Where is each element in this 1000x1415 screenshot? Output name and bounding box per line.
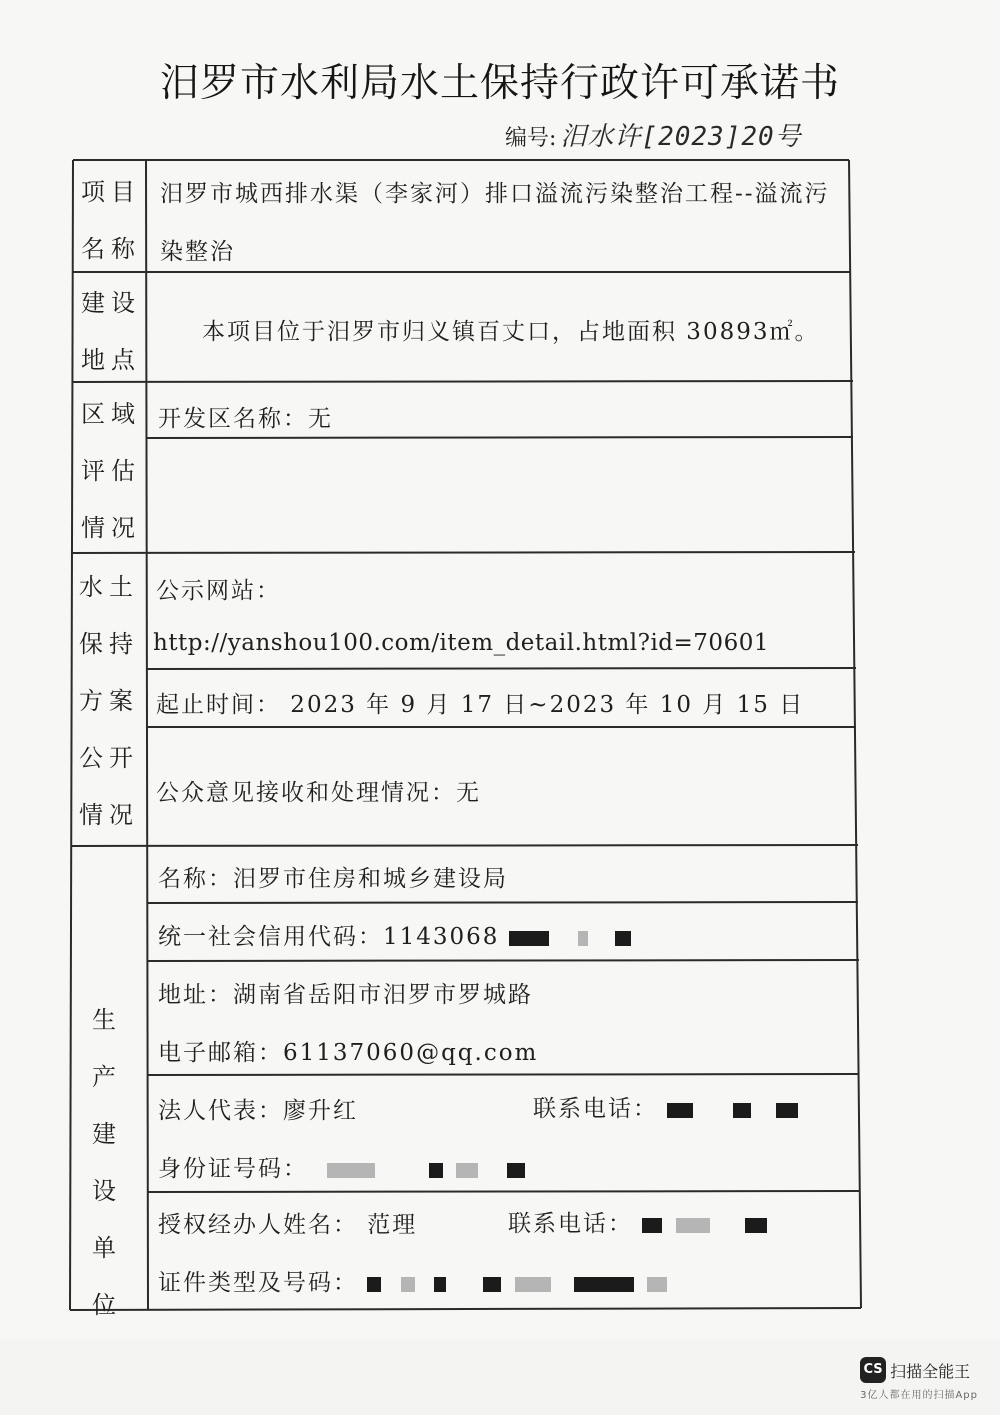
label-location: 建设地点 bbox=[81, 289, 141, 374]
redaction-block bbox=[507, 1163, 525, 1178]
scanner-slogan: 3亿人都在用的扫描App bbox=[860, 1390, 978, 1401]
unit-phone bbox=[533, 1090, 798, 1123]
unit-credit-code bbox=[158, 918, 631, 951]
document-title: 汨罗市水利局水土保持行政许可承诺书 bbox=[159, 61, 840, 106]
redaction-block bbox=[401, 1277, 415, 1292]
redaction-block bbox=[676, 1218, 710, 1233]
unit-cert bbox=[158, 1264, 667, 1297]
unit-phone-label: 联系电话： bbox=[533, 1096, 658, 1122]
unit-legal-rep: 法人代表：廖升红 bbox=[158, 1098, 358, 1124]
redaction-block bbox=[367, 1277, 381, 1292]
redaction-block bbox=[327, 1163, 375, 1178]
unit-credit-code-text: 统一社会信用代码：1143068 bbox=[158, 924, 500, 950]
project-name-line1: 汨罗市城西排水渠（李家河）排口溢流污染整治工程--溢流污 bbox=[160, 181, 830, 207]
unit-email: 电子邮箱：61137060@qq.com bbox=[158, 1040, 539, 1066]
redaction-block bbox=[483, 1277, 501, 1292]
unit-address: 地址：湖南省岳阳市汨罗市罗城路 bbox=[158, 982, 533, 1008]
unit-id-number bbox=[158, 1150, 525, 1183]
redaction-block bbox=[745, 1218, 767, 1233]
unit-id-label: 身份证号码： bbox=[158, 1156, 308, 1182]
label-regional-assessment: 区域评估情况 bbox=[81, 400, 141, 542]
redaction-block bbox=[667, 1103, 693, 1118]
unit-agent-phone bbox=[508, 1205, 767, 1238]
redaction-block bbox=[509, 931, 549, 946]
redaction-block bbox=[647, 1277, 667, 1292]
redaction-block bbox=[429, 1163, 443, 1178]
label-project-name: 项目名称 bbox=[81, 178, 141, 263]
dev-zone-name: 开发区名称：无 bbox=[158, 406, 333, 432]
redaction-block bbox=[578, 931, 588, 946]
redaction-block bbox=[733, 1103, 751, 1118]
redaction-block bbox=[776, 1103, 798, 1118]
label-construction-unit: 生产建设单位 bbox=[92, 1006, 122, 1319]
scanner-logo-icon: CS bbox=[860, 1357, 886, 1383]
location-text: 本项目位于汨罗市归义镇百丈口，占地面积 30893㎡。 bbox=[202, 319, 820, 345]
unit-agent-phone-label: 联系电话： bbox=[508, 1211, 633, 1237]
document-number-value: 汨水许[2023]20号 bbox=[560, 122, 802, 152]
redaction-block bbox=[574, 1277, 634, 1292]
unit-agent: 授权经办人姓名： 范理 bbox=[158, 1212, 418, 1238]
disclosure-period: 起止时间： 2023 年 9 月 17 日~2023 年 10 月 15 日 bbox=[156, 692, 805, 718]
scanner-brand: 扫描全能王 bbox=[890, 1361, 971, 1381]
redaction-block bbox=[615, 931, 631, 946]
redaction-block bbox=[642, 1218, 662, 1233]
disclosure-feedback: 公众意见接收和处理情况：无 bbox=[156, 780, 481, 806]
label-disclosure: 水土保持方案公开情况 bbox=[79, 573, 139, 829]
redaction-block bbox=[434, 1277, 446, 1292]
scanner-watermark bbox=[860, 1357, 978, 1401]
project-name-line2: 染整治 bbox=[160, 239, 235, 265]
unit-name: 名称：汨罗市住房和城乡建设局 bbox=[158, 866, 508, 892]
unit-cert-label: 证件类型及号码： bbox=[158, 1270, 358, 1296]
document-number-label: 编号: bbox=[505, 126, 557, 151]
disclosure-site-label: 公示网站： bbox=[156, 578, 281, 604]
redaction-block bbox=[515, 1277, 551, 1292]
disclosure-site-url: http://yanshou100.com/item_detail.html?id=70601 bbox=[153, 630, 769, 656]
redaction-block bbox=[456, 1163, 478, 1178]
